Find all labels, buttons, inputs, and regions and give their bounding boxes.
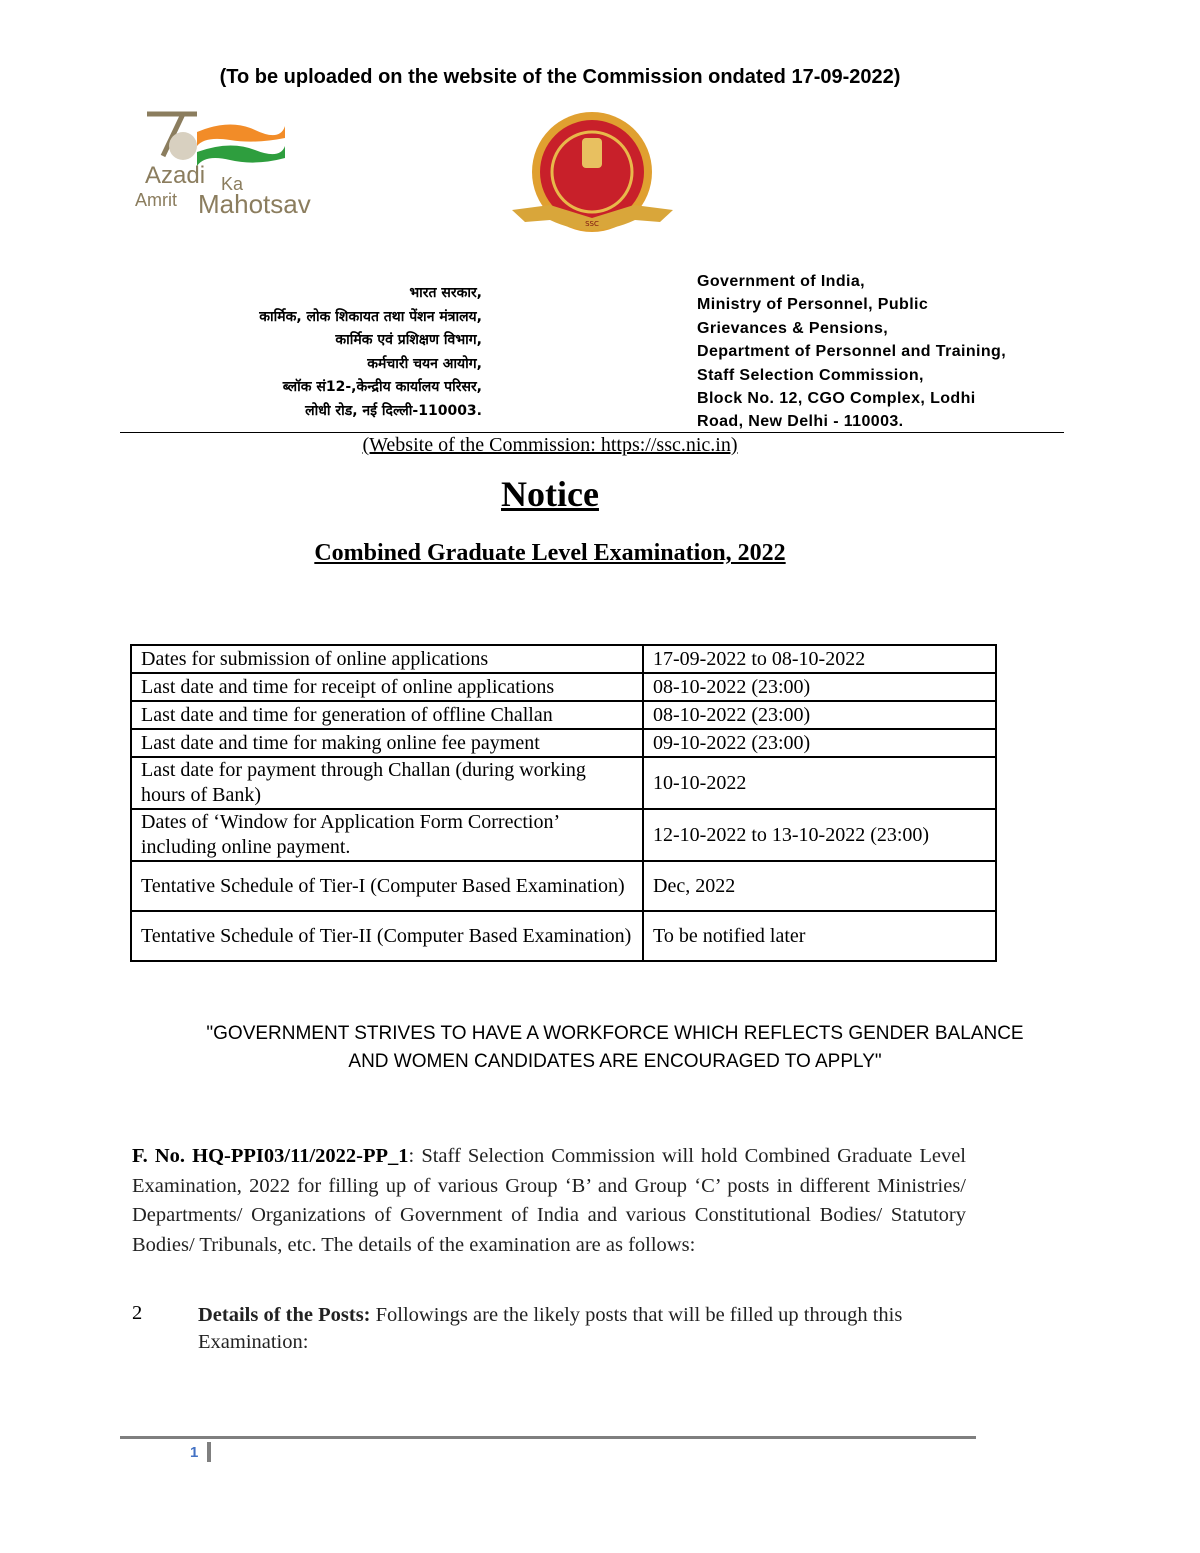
table-row [131, 701, 996, 729]
table-row [131, 809, 996, 861]
paragraph-2-number: 2 [132, 1302, 143, 1324]
svg-text:Ka: Ka [221, 174, 244, 194]
date-cell: 10-10-2022 [643, 757, 996, 809]
event-cell: Last date for payment through Challan (during working hours of Bank) [131, 757, 643, 809]
upload-note: (To be uploaded on the website of the Commission ondated 17-09-2022) [219, 66, 901, 88]
date-cell: Dec, 2022 [643, 861, 996, 911]
table-row [131, 757, 996, 809]
english-address [697, 270, 1006, 434]
schedule-table [130, 644, 997, 962]
hindi-address-line: कर्मचारी चयन आयोग, [367, 355, 482, 372]
english-address-line: Government of India, [697, 273, 866, 290]
table-row [131, 673, 996, 701]
svg-text:Mahotsav: Mahotsav [198, 189, 311, 218]
hindi-address-line: भारत सरकार, [409, 285, 482, 301]
date-cell: 09-10-2022 (23:00) [643, 729, 996, 757]
page-number: 1 [190, 1444, 199, 1461]
event-cell: Last date and time for making online fee payment [131, 729, 643, 757]
event-cell: Tentative Schedule of Tier-I (Computer Based Examination) [131, 861, 643, 911]
event-cell: Dates for submission of online applications [131, 645, 643, 673]
table-row [131, 645, 996, 673]
website-link[interactable]: (Website of the Commission: https://ssc.nic.in) [362, 434, 738, 456]
table-row [131, 861, 996, 911]
paragraph-2 [198, 1302, 968, 1356]
exam-title: Combined Graduate Level Examination, 2022 [314, 540, 786, 566]
file-number: F. No. HQ-PPI03/11/2022-PP_1 [132, 1145, 409, 1167]
footer-rule [120, 1436, 976, 1439]
paragraph-2-heading: Details of the Posts: [198, 1304, 371, 1326]
date-cell: 17-09-2022 to 08-10-2022 [643, 645, 996, 673]
english-address-line: Staff Selection Commission, [697, 366, 924, 384]
paragraph-1-text: : Staff Selection Commission will hold Combined Graduate Level Examination, 2022 for filling up of various Group ‘B’ and Group ‘C’ posts in different Ministries/ Departments/ Organizations of Government of India and various Constitutional Bodies/ Statutory Bodies/ Tribunals, etc. The details of the examination are as follows: [132, 1145, 966, 1256]
ssc-seal-logo [510, 110, 675, 250]
date-cell: 08-10-2022 (23:00) [643, 673, 996, 701]
gender-balance-slogan: "GOVERNMENT STRIVES TO HAVE A WORKFORCE WHICH REFLECTS GENDER BALANCE AND WOMEN CANDIDATES ARE ENCOURAGED TO APPLY" [206, 1023, 1024, 1072]
paragraph-2-text: Followings are the likely posts that will be filled up through this Examination: [198, 1304, 903, 1353]
date-cell: 08-10-2022 (23:00) [643, 701, 996, 729]
table-row [131, 729, 996, 757]
azadi-ka-amrit-mahotsav-logo [135, 108, 325, 218]
date-cell: To be notified later [643, 911, 996, 961]
notice-title: Notice [501, 474, 599, 514]
english-address-line: Grievances & Pensions, [697, 319, 889, 337]
english-address-line: Department of Personnel and Training, [697, 343, 1007, 361]
event-cell: Last date and time for generation of offline Challan [131, 701, 643, 729]
hindi-address-line: कार्मिक एवं प्रशिक्षण विभाग, [335, 332, 482, 348]
svg-text:SSC: SSC [585, 220, 599, 228]
date-cell: 12-10-2022 to 13-10-2022 (23:00) [643, 809, 996, 861]
event-cell: Tentative Schedule of Tier-II (Computer Based Examination) [131, 911, 643, 961]
english-address-line: Road, New Delhi - 110003. [697, 413, 904, 431]
svg-text:Amrit: Amrit [135, 190, 177, 210]
hindi-address-line: ब्लॉक सं12-,केन्द्रीय कार्यालय परिसर, [282, 379, 482, 395]
header-divider [120, 432, 1064, 433]
event-cell: Last date and time for receipt of online applications [131, 673, 643, 701]
website-line [0, 434, 1100, 457]
paragraph-1 [132, 1142, 966, 1260]
page-number-bar [207, 1442, 211, 1462]
table-row [131, 911, 996, 961]
svg-text:Azadi: Azadi [145, 162, 206, 189]
event-cell: Dates of ‘Window for Application Form Correction’ including online payment. [131, 809, 643, 861]
hindi-address-line: लोधी रोड, नई दिल्ली-110003. [305, 402, 482, 419]
hindi-address-line: कार्मिक, लोक शिकायत तथा पेंशन मंत्रालय, [259, 308, 482, 325]
hindi-address [150, 282, 482, 423]
english-address-line: Block No. 12, CGO Complex, Lodhi [697, 390, 976, 408]
english-address-line: Ministry of Personnel, Public [697, 296, 929, 314]
